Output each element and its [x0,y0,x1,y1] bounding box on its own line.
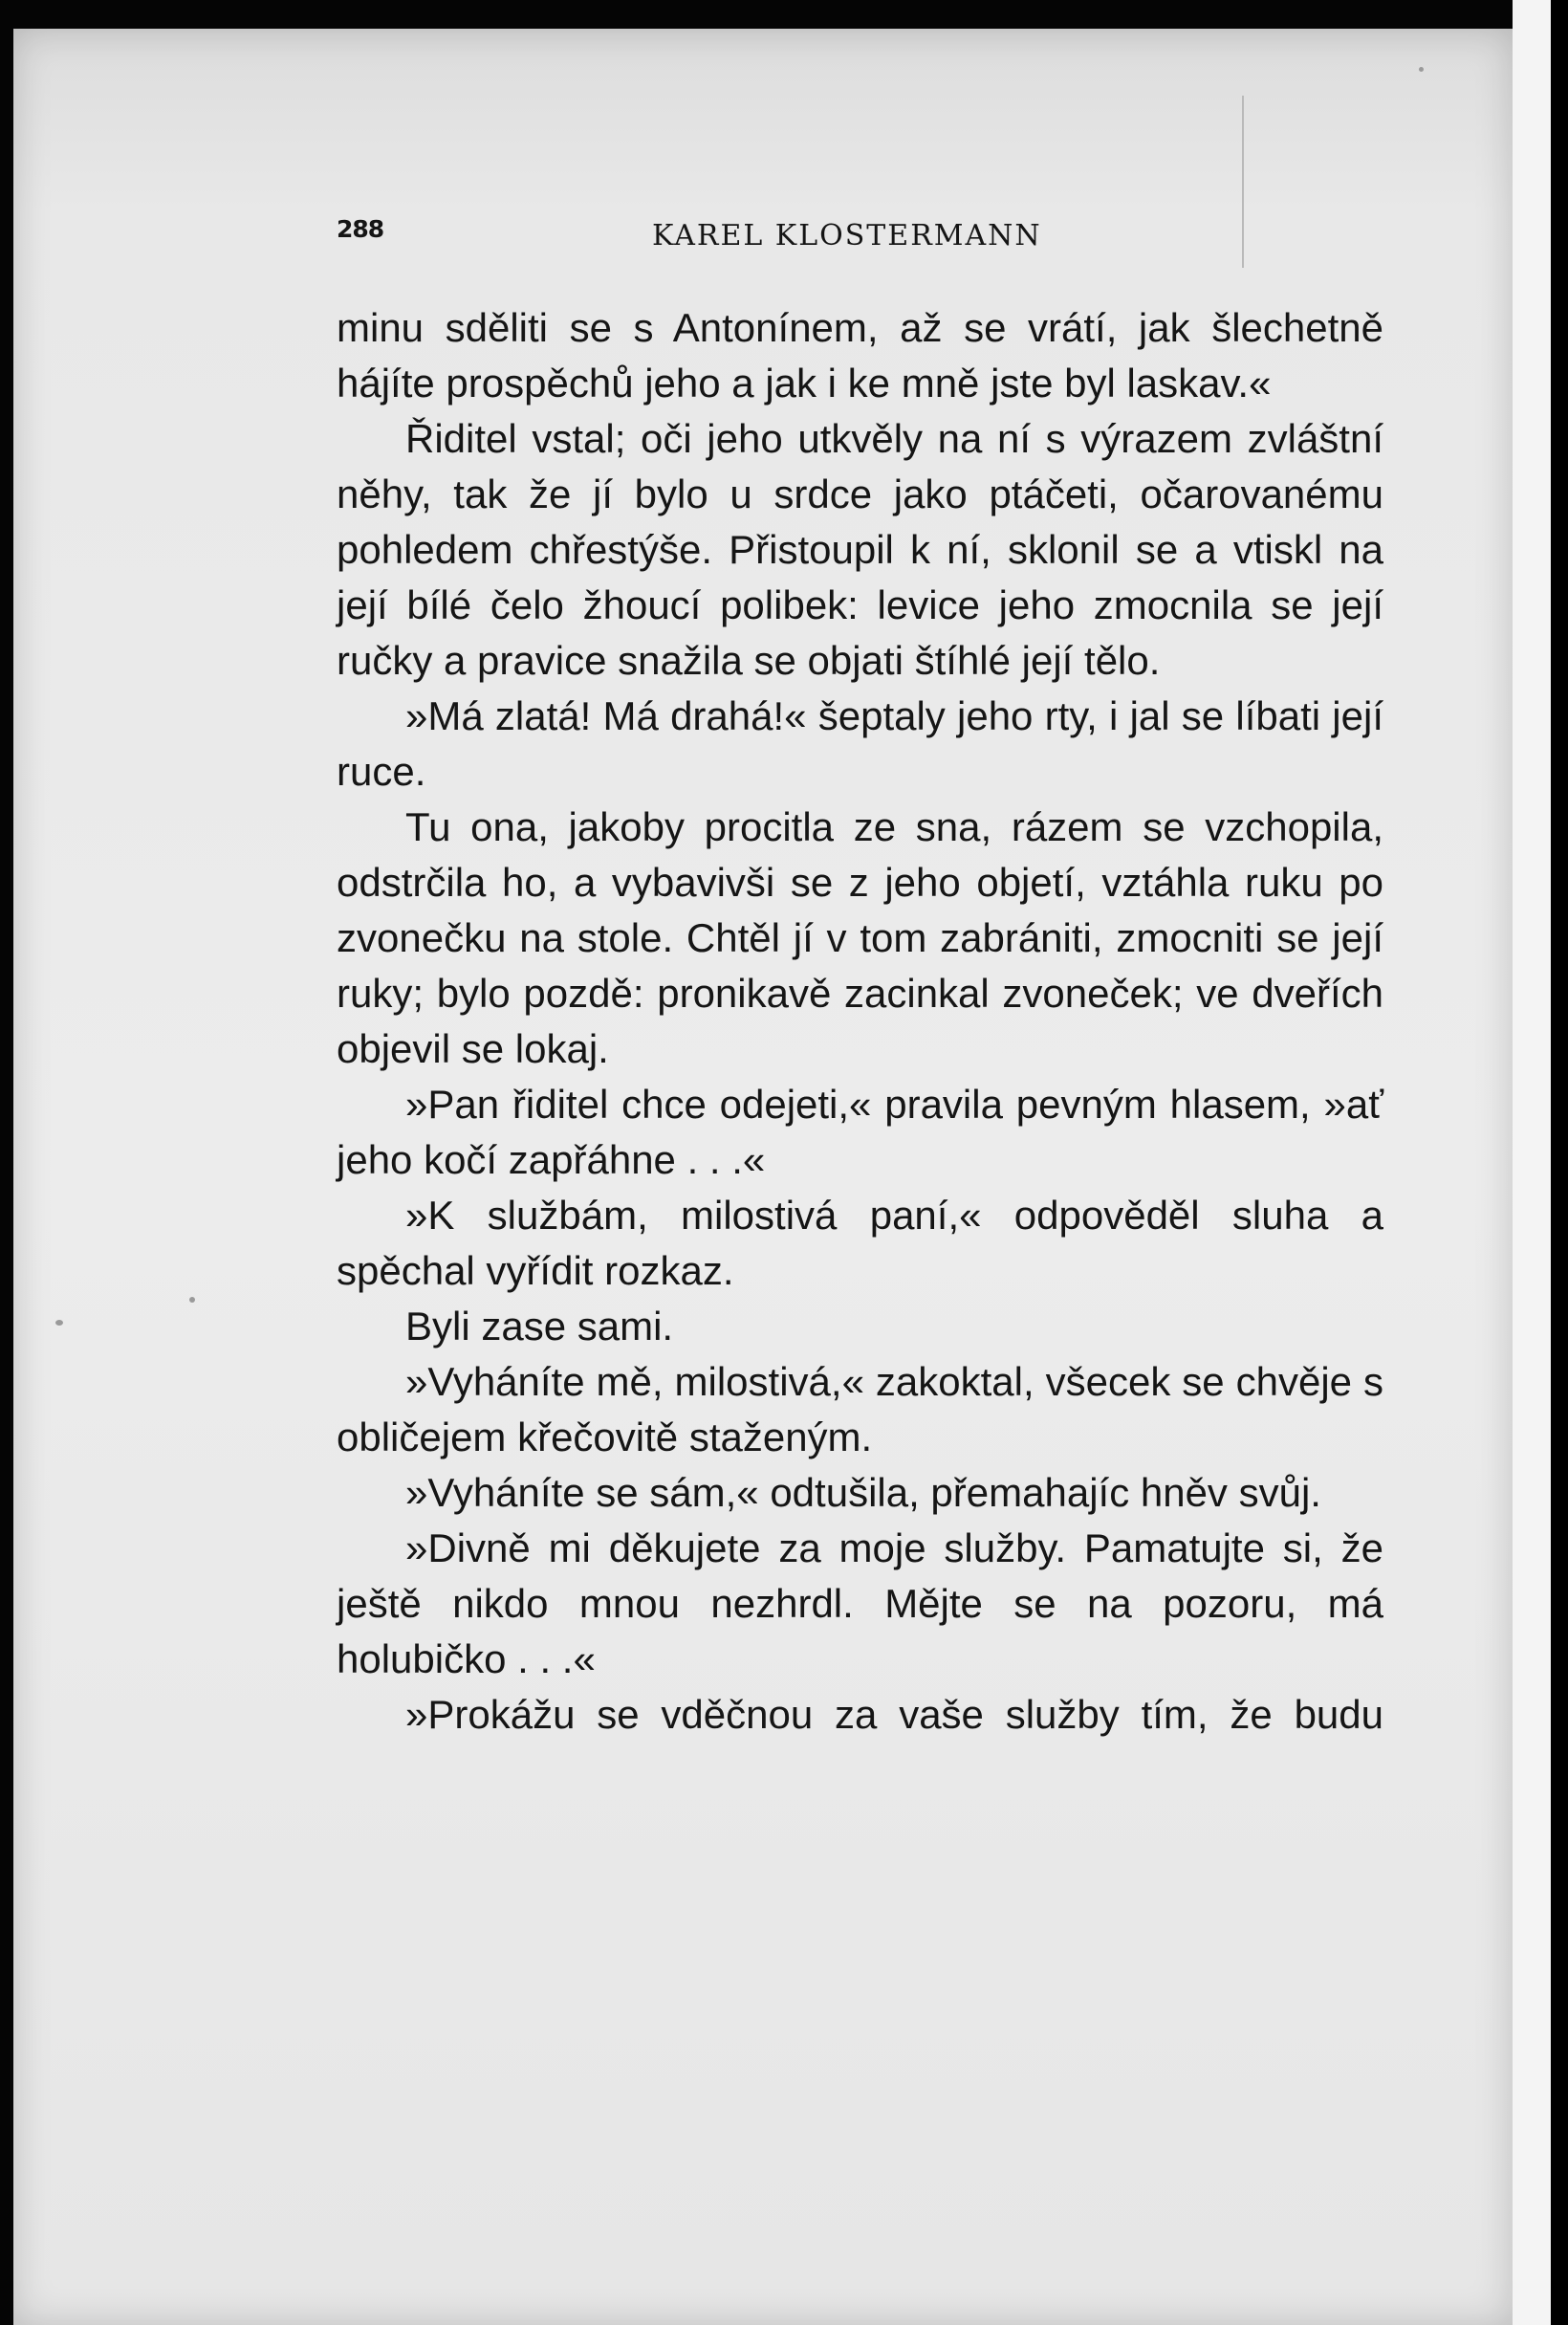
paragraph: »K službám, milostivá paní,« odpověděl sluha a spěchal vyřídit rozkaz. [337,1193,1383,1293]
paragraph: »Má zlatá! Má drahá!« šeptaly jeho rty, i jal se líbati její ruce. [337,693,1383,794]
paragraph: Řiditel vstal; oči jeho utkvěly na ní s výrazem zvláštní něhy, tak že jí bylo u srdce jako ptáčeti, očarovanému pohledem chřestýše. Přistoupil k ní, sklonil se a vtiskl na její bílé čelo žhoucí polibek: levice jeho zmocnila se její ručky a pravice snažila se objati štíhlé její tělo. [337,416,1383,683]
paragraph: »Vyháníte mě, milostivá,« zakoktal, všecek se chvěje s obličejem křečovitě staženým. [337,1359,1383,1459]
page-number: 288 [337,215,384,243]
text-body [337,300,1383,1743]
scan-border [1551,0,1568,2325]
running-head: KAREL KLOSTERMANN [652,219,1042,252]
page-speck [55,1320,63,1326]
page-speck [189,1297,195,1303]
paragraph: »Prokážu se vděčnou za vaše služby tím, že budu [405,1692,1383,1737]
page-speck [1419,67,1424,72]
paragraph: »Divně mi děkujete za moje služby. Pamatujte si, že ještě nikdo mnou nezhrdl. Mějte se na pozoru, má holubičko . . .« [337,1525,1383,1681]
paragraph: minu sděliti se s Antonínem, až se vrátí, jak šlechetně hájíte prospěchů jeho a jak i ke mně jste byl laskav.« [337,305,1383,406]
paragraph: »Pan řiditel chce odejeti,« pravila pevným hlasem, »ať jeho kočí zapřáhne . . .« [337,1082,1383,1182]
paragraph: »Vyháníte se sám,« odtušila, přemahajíc hněv svůj. [405,1470,1321,1515]
adjacent-page-edge [1513,0,1551,2325]
paragraph: Tu ona, jakoby procitla ze sna, rázem se vzchopila, odstrčila ho, a vybavivši se z jeho objetí, vztáhla ruku po zvonečku na stole. Chtěl jí v tom zabrániti, zmocniti se její ruky; bylo pozdě: pronikavě zacinkal zvoneček; ve dveřích objevil se lokaj. [337,804,1383,1071]
page-header [337,215,1383,263]
paragraph: Byli zase sami. [405,1304,674,1349]
